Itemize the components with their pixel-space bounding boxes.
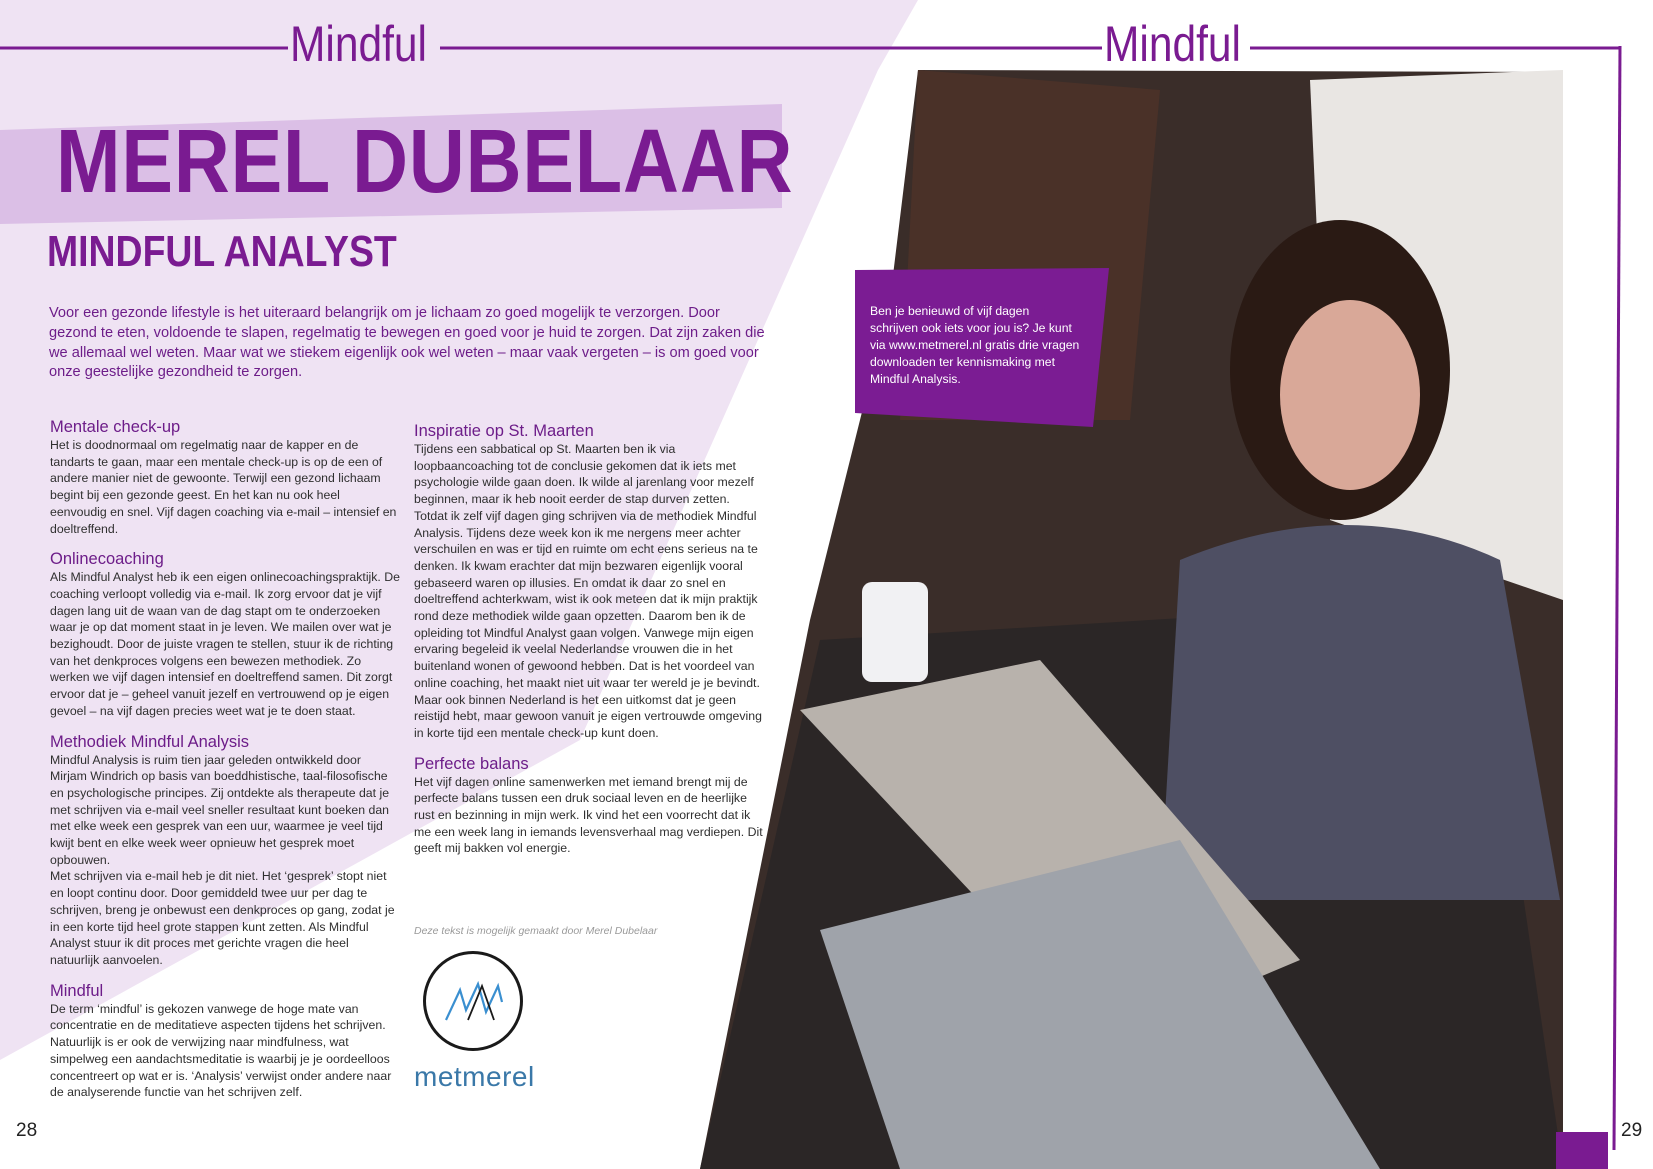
heading-balans: Perfecte balans	[414, 754, 529, 773]
intro-paragraph: Voor een gezonde lifestyle is het uiteraard belangrijk om je lichaam zo goed mogelijk te verzorgen. Door gezond te eten, voldoende te slapen, regelmatig te bewegen en goed voor je huid te zorgen. Dat zijn zaken die we allemaal wel weten. Maar wat we stiekem eigenlijk ook wel weten – maar vaak vergeten – is om goed voor onze geestelijke gezondheid te zorgen.	[49, 305, 765, 381]
body-methodiek-1: Mindful Analysis is ruim tien jaar geleden ontwikkeld door Mirjam Windrich op basis van boeddhistische, taal-filosofische en psychologische principes. Zij ontdekte als therapeute dat je met schrijven via e-mail veel sneller resultaat kunt boeken dan met elke week een gesprek van een uur, waarmee je veel tijd kwijt bent en elke week weer opnieuw het gesprek moet opbouwen.	[50, 752, 390, 867]
body-mindful: De term ‘mindful’ is gekozen vanwege de hoge mate van concentratie en de meditatieve aspecten tijdens het schrijven. Natuurlijk is er ook de verwijzing naar mindfulness, wat simpelweg een aandachtsmeditatie is waarbij je je oordeelloos concentreert op wat er is. ‘Analysis’ verwijst onder andere naar de analyserende functie van het schrijven zelf.	[50, 1001, 392, 1100]
body-inspiratie: Tijdens een sabbatical op St. Maarten ben ik via loopbaancoaching tot de conclusie gekomen dat ik iets met psychologie wilde gaan doen. Ik wilde al jarenlang voor mezelf beginnen, maar ik heb nooit eerder de stap durven zetten. Totdat ik zelf vijf dagen ging schrijven via de methodiek Mindful Analysis. Tijdens deze week kon ik me nergens meer achter verschuilen en was er tijd en ruimte om echt eens serieus na te denken. Ik kwam erachter dat mijn bezwaren eigenlijk vooral gebaseerd waren op illusies. En omdat ik daar zo snel en doeltreffend achterkwam, wist ik ook meteen dat ik mijn praktijk rond deze methodiek wilde gaan opzetten. Daarom ben ik de opleiding tot Mindful Analyst gaan volgen. Vanwege mijn eigen ervaring begeleid ik veelal Nederlandse vrouwen die in het buitenland wonen of gewoond hebben. Dat is het voordeel van online coaching, het maakt niet uit waar ter wereld je je bevindt. Maar ook binnen Nederland is het een uitkomst dat je geen reistijd hebt, maar gewoon vanuit je eigen vertrouwde omgeving in korte tijd een mentale check-up kunt doen.	[414, 442, 762, 740]
metmerel-logo: metmerel	[414, 1061, 535, 1092]
portrait-photo	[700, 70, 1563, 1169]
right-column	[414, 421, 766, 869]
page-number-right: 29	[1621, 1120, 1643, 1141]
zigzag-mountain-mark	[423, 951, 523, 1051]
person-role: MINDFUL ANALYST	[47, 227, 397, 276]
heading-mindful: Mindful	[50, 981, 104, 1000]
body-mentale: Het is doodnormaal om regelmatig naar de kapper en de tandarts te gaan, maar een mentale check-up is op de een of andere manier niet de gewoonte. Terwijl een gezond lichaam begint bij een gezonde geest. En het kan nu ook heel eenvoudig en snel. Vijf dagen coaching via e-mail – intensief en doeltreffend.	[50, 438, 397, 536]
section-title-left: Mindful	[290, 16, 428, 72]
person-name: MEREL DUBELAAR	[56, 112, 794, 212]
body-methodiek-2: Met schrijven via e-mail heb je dit niet. Het ‘gesprek’ stopt niet en loopt continu door. Door gemiddeld twee uur per dag te schrijven, breng je onbewust een denkproces op gang, zodat je in een korte tijd heel grote stappen kunt zetten. Als Mindful Analyst stuur ik dit proces met gerichte vragen die heel natuurlijk aanvoelen.	[50, 869, 395, 967]
callout-text: Ben je benieuwd of vijf dagen schrijven ook iets voor jou is? Je kunt via www.metmerel.nl gratis drie vragen downloaden ter kennismaking met Mindful Analysis.	[870, 304, 1080, 386]
corner-square	[1556, 1132, 1608, 1169]
sponsor-credit: Deze tekst is mogelijk gemaakt door Merel Dubelaar	[414, 925, 658, 937]
body-online: Als Mindful Analyst heb ik een eigen onlinecoachingspraktijk. De coaching verloopt volledig via e-mail. Ik zorg ervoor dat je vijf dagen lang uit de waan van de dag stapt om te onderzoeken waar je op dat moment staat in je leven. We mailen over wat je bezighoudt. Door de juiste vragen te stellen, stuur ik de richting van het denkproces volgens een bewezen methodiek. Zo werken we vijf dagen intensief en doeltreffend samen. Dit zorgt ervoor dat je – geheel vanuit jezelf en vertrouwend op je eigen gevoel – na vijf dagen precies weet wat je te doen staat.	[50, 570, 400, 718]
heading-online: Onlinecoaching	[50, 550, 164, 569]
page-number-left: 28	[16, 1120, 38, 1141]
left-column	[50, 417, 400, 1100]
body-balans: Het vijf dagen online samenwerken met iemand brengt mij de perfecte balans tussen een druk sociaal leven en de heerlijke rust en bezinning in mijn werk. Ik vind het een voorrecht dat ik me een week lang in iemands levensverhaal mag verdiepen. Dit geeft mij bakken vol energie.	[414, 774, 763, 856]
heading-mentale: Mentale check-up	[50, 418, 181, 436]
heading-inspiratie: Inspiratie op St. Maarten	[414, 422, 594, 440]
section-title-right: Mindful	[1104, 16, 1242, 72]
heading-methodiek: Methodiek Mindful Analysis	[50, 732, 250, 751]
